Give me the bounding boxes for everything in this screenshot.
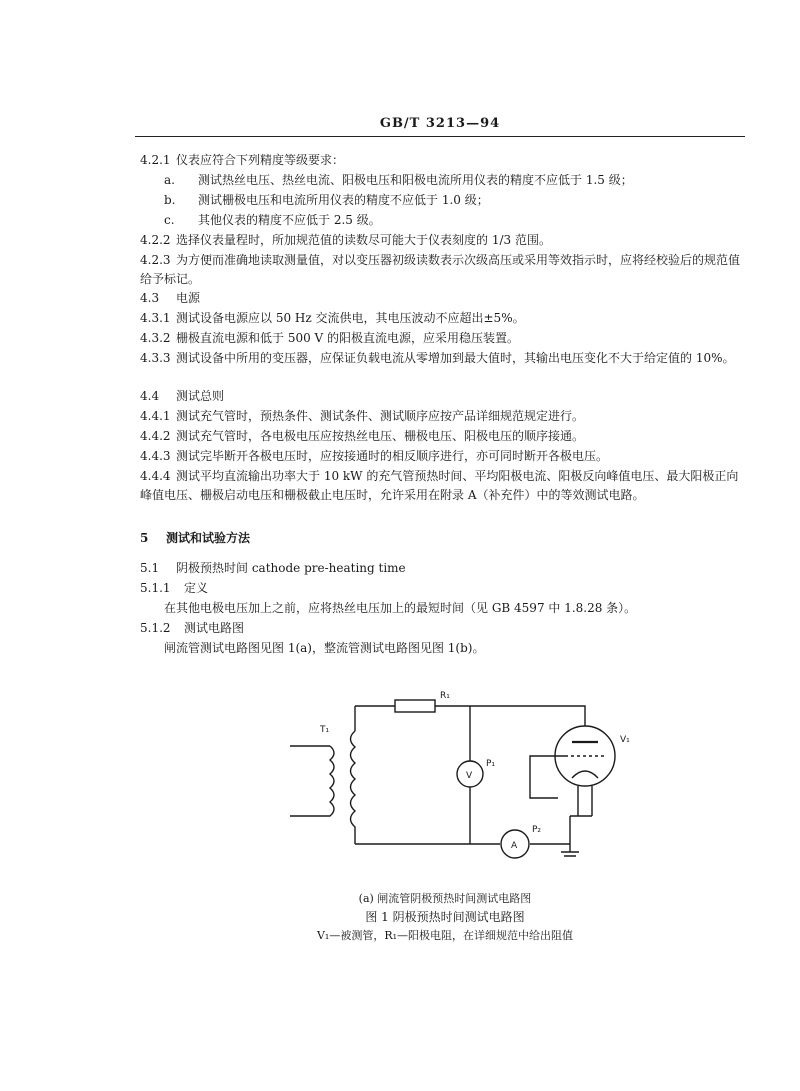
- section-title: 测试和试验方法: [166, 531, 251, 545]
- clause-text: 选择仪表量程时，所加规范值的读数尽可能大于仪表刻度的 1/3 范围。: [176, 233, 551, 247]
- clause-4-4-1: [140, 408, 750, 424]
- clause-text: 定义: [184, 581, 209, 595]
- clause-text: 为方便而准确地读取测量值，对以变压器初级读数表示次级高压或采用等效指示时，应将经校验后的规范值给予标记。: [140, 253, 741, 286]
- clause-4-2-1-c: [140, 212, 750, 228]
- clause-text: 测试完毕断开各极电压时，应按接通时的相反顺序进行，亦可同时断开各极电压。: [176, 449, 609, 463]
- section-title: 电源: [176, 291, 201, 305]
- list-marker: a.: [164, 173, 175, 187]
- label-r1: R₁: [440, 691, 450, 701]
- label-v1: V₁: [620, 735, 630, 745]
- clause-text: 仪表应符合下列精度等级要求：: [176, 153, 345, 167]
- label-t1: T₁: [320, 725, 330, 735]
- clause-4-4-2: [140, 428, 750, 444]
- clause-number: 4.4.3: [140, 449, 171, 463]
- grid-lead: [530, 756, 565, 798]
- header-divider: [135, 136, 745, 137]
- section-5-1: [140, 560, 750, 576]
- clause-number: 4.4.1: [140, 409, 171, 423]
- clause-5-1-1: [140, 580, 750, 596]
- clause-4-3-3: [140, 349, 750, 368]
- section-number: 4.3: [140, 291, 160, 305]
- list-marker: c.: [164, 213, 175, 227]
- clause-5-1-2: [140, 620, 750, 636]
- cathode-leads: [578, 786, 592, 816]
- clause-5-1-2-body: 闸流管测试电路图见图 1(a)，整流管测试电路图见图 1(b)。: [164, 641, 485, 655]
- clause-text: 测试电路图: [184, 621, 245, 635]
- section-number: 5.1: [140, 561, 160, 575]
- clause-number: 4.4.2: [140, 429, 171, 443]
- clause-4-2-1-a: [140, 172, 750, 188]
- clause-text: 测试设备电源应以 50 Hz 交流供电，其电压波动不应超出±5%。: [176, 311, 525, 325]
- clause-number: 4.3.3: [140, 351, 171, 365]
- transformer-secondary: [351, 731, 356, 844]
- clause-text: 测试充气管时，预热条件、测试条件、测试顺序应按产品详细规范规定进行。: [176, 409, 585, 423]
- clause-4-3-1: [140, 310, 750, 326]
- clause-number: 5.1.1: [140, 581, 171, 595]
- wire-top-right: [435, 706, 585, 726]
- clause-4-2-1-b: [140, 192, 750, 208]
- tube-filament: [572, 771, 598, 778]
- clause-text: 测试充气管时，各电极电压应按热丝电压、栅极电压、阳极电压的顺序接通。: [176, 429, 585, 443]
- label-p1: P₁: [486, 759, 496, 769]
- list-text: 测试栅极电压和电流所用仪表的精度不应低于 1.0 级；: [198, 193, 489, 207]
- clause-number: 4.3.1: [140, 311, 171, 325]
- figure-subcaption: (a) 闸流管阴极预热时间测试电路图: [358, 892, 532, 905]
- clause-4-2-3: [140, 251, 750, 289]
- page-header: GB/T 3213—94: [379, 116, 501, 131]
- clause-number: 5.1.2: [140, 621, 171, 635]
- circuit-diagram: [280, 686, 640, 864]
- section-title: 阴极预热时间 cathode pre-heating time: [176, 561, 406, 575]
- section-4-4: [140, 388, 750, 404]
- ammeter-letter: A: [511, 841, 518, 851]
- label-p2: P₂: [532, 825, 542, 835]
- clause-text: 栅极直流电源和低于 500 V 的阳极直流电源，应采用稳压装置。: [176, 331, 520, 345]
- list-text: 测试热丝电压、热丝电流、阳极电压和阳极电流所用仪表的精度不应低于 1.5 级；: [198, 173, 633, 187]
- section-number: 4.4: [140, 389, 160, 403]
- clause-4-2-1: [140, 152, 750, 168]
- clause-4-3-2: [140, 330, 750, 346]
- figure-note: V₁—被测管，R₁—阳极电阻，在详细规范中给出阻值: [316, 929, 574, 942]
- section-number: 5: [140, 531, 149, 545]
- clause-number: 4.3.2: [140, 331, 171, 345]
- section-title: 测试总则: [176, 389, 225, 403]
- list-text: 其他仪表的精度不应低于 2.5 级。: [198, 213, 381, 227]
- clause-number: 4.4.4: [140, 469, 171, 483]
- figure-caption: 图 1 阴极预热时间测试电路图: [365, 910, 525, 924]
- clause-number: 4.2.3: [140, 253, 171, 267]
- clause-number: 4.2.2: [140, 233, 171, 247]
- transformer-primary: [290, 746, 334, 816]
- ground-symbol: [561, 844, 579, 856]
- clause-text: 测试平均直流输出功率大于 10 kW 的充气管预热时间、平均阳极电流、阳极反向峰值电压、最大阳极正向峰值电压、栅极启动电压和栅极截止电压时，允许采用在附录 A（补充件）中的等效测试电路。: [140, 469, 739, 502]
- clause-4-2-2: [140, 232, 750, 248]
- anode-resistor: [395, 700, 435, 712]
- clause-5-1-1-body: 在其他电极电压加上之前，应将热丝电压加上的最短时间（见 GB 4597 中 1.8.28 条）。: [164, 601, 637, 615]
- clause-number: 4.2.1: [140, 153, 171, 167]
- clause-4-4-4: [140, 467, 750, 505]
- list-marker: b.: [164, 193, 176, 207]
- voltmeter-letter: V: [466, 771, 473, 781]
- clause-text: 测试设备中所用的变压器，应保证负载电流从零增加到最大值时，其输出电压变化不大于给定值的 10%。: [176, 351, 735, 365]
- clause-4-4-3: [140, 448, 750, 464]
- cathode-wiring: [570, 816, 592, 844]
- section-4-3: [140, 290, 750, 306]
- section-5: [140, 530, 750, 546]
